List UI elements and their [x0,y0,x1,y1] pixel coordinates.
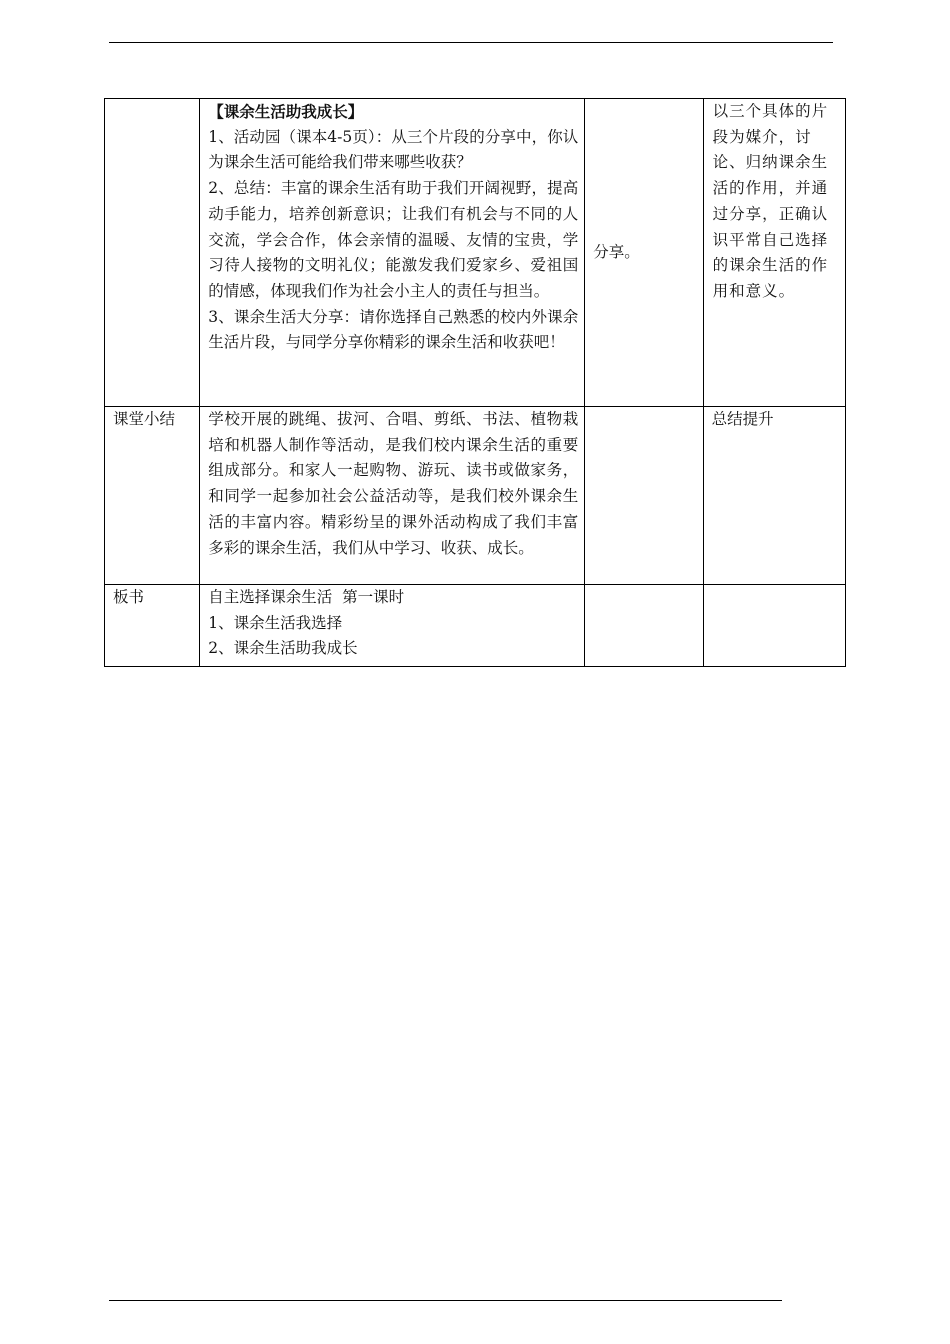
activity-item-3: 3、课余生活大分享：请你选择自己熟悉的校内外课余生活片段，与同学分享你精彩的课余生活和收获吧！ [208,307,579,352]
table-row-summary [105,407,846,585]
table-row-activity [105,99,846,407]
lesson-plan-table [104,98,846,667]
board-content-cell [200,585,585,667]
summary-intent-text: 总结提升 [711,410,774,428]
board-line-title: 自主选择课余生活 第一课时 [208,588,405,606]
summary-student-cell [585,407,703,585]
activity-content-cell [200,99,585,407]
board-intent-cell [703,585,845,667]
design-intent-text: 以三个具体的片段为媒介，讨论、归纳课余生活的作用，并通过分享，正确认识平常自己选择的课余生活的作用和意义。 [712,102,829,300]
header-rule [109,42,833,43]
board-line-2: 2、课余生活助我成长 [208,639,358,658]
board-line-1: 1、课余生活我选择 [208,613,343,632]
summary-intent-cell [703,407,845,585]
table-row-board [105,585,846,667]
activity-item-2: 2、总结：丰富的课余生活有助于我们开阔视野，提高动手能力，培养创新意识；让我们有机会与不同的人交流，学会合作，体会亲情的温暖、友情的宝贵，学习待人接物的文明礼仪；能激发我们爱家乡、爱祖国的情感，体现我们作为社会小主人的责任与担当。 [208,179,579,300]
section-heading: 【课余生活助我成长】 [208,102,364,121]
board-student-cell [585,585,703,667]
design-intent-cell [703,99,845,407]
row-label-empty [105,99,200,407]
summary-content-cell [200,407,585,585]
row-label-board: 板书 [105,585,200,667]
row-label-summary: 课堂小结 [105,407,200,585]
student-activity-cell [585,99,703,407]
footer-rule [109,1300,782,1301]
student-activity-text: 分享。 [593,242,640,261]
activity-item-1: 1、活动园（课本4-5页）：从三个片段的分享中，你认为课余生活可能给我们带来哪些收获？ [208,127,579,172]
summary-text: 学校开展的跳绳、拔河、合唱、剪纸、书法、植物栽培和机器人制作等活动，是我们校内课余生活的重要组成部分。和家人一起购物、游玩、读书或做家务，和同学一起参加社会公益活动等，是我们校外课余生活的丰富内容。精彩纷呈的课外活动构成了我们丰富多彩的课余生活，我们从中学习、收获、成长。 [208,410,579,557]
